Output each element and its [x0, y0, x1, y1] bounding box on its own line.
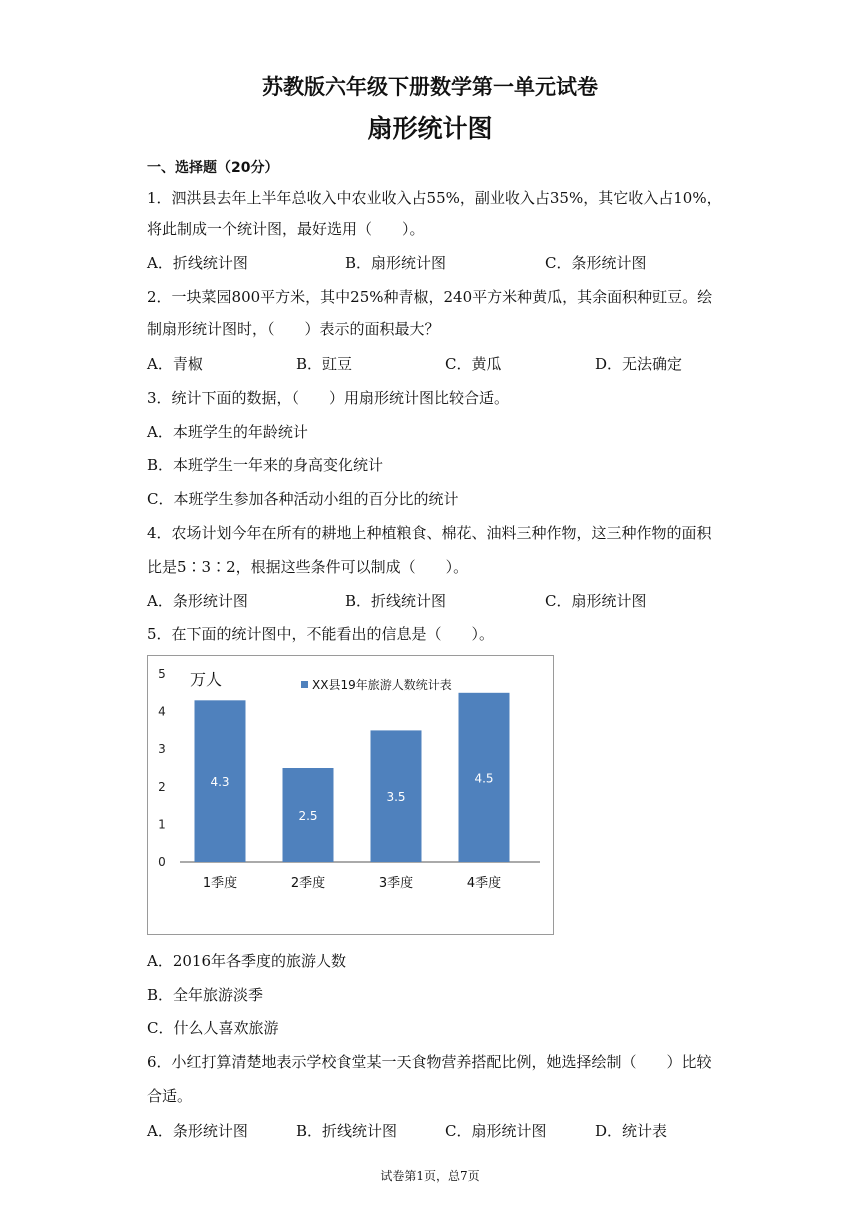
bar-chart-svg — [148, 656, 555, 936]
question-1-line-1: 1．泗洪县去年上半年总收入中农业收入占55%，副业收入占35%，其它收入占10%， — [147, 189, 722, 207]
question-2-option-a: A．青椒 — [147, 355, 203, 373]
question-4-option-a: A．条形统计图 — [147, 592, 248, 610]
question-4-option-c: C．扇形统计图 — [545, 592, 647, 610]
question-5-line-1: 5．在下面的统计图中，不能看出的信息是（ ）。 — [147, 625, 495, 643]
bar-chart — [147, 655, 554, 935]
question-1-option-c: C．条形统计图 — [545, 254, 647, 272]
legend-swatch — [301, 681, 308, 688]
question-4-line-1: 4．农场计划今年在所有的耕地上种植粮食、棉花、油料三种作物，这三种作物的面积 — [147, 524, 712, 542]
page-subtitle: 扇形统计图 — [367, 114, 493, 143]
question-3-option-a: A．本班学生的年龄统计 — [147, 423, 308, 441]
question-1-line-2: 将此制成一个统计图，最好选用（ ）。 — [147, 220, 425, 238]
question-3-option-b: B．本班学生一年来的身高变化统计 — [147, 456, 384, 474]
x-tick-label: 2季度 — [290, 876, 326, 891]
question-5-option-c: C．什么人喜欢旅游 — [147, 1019, 279, 1037]
question-2-option-c: C．黄瓜 — [445, 355, 502, 373]
question-1-option-b: B．扇形统计图 — [345, 254, 447, 272]
page-title: 苏教版六年级下册数学第一单元试卷 — [262, 75, 598, 99]
y-axis-unit-label: 万人 — [190, 670, 223, 689]
section-heading: 一、选择题（20分） — [147, 160, 279, 176]
x-tick-label: 4季度 — [466, 876, 502, 891]
question-4-line-2: 比是5∶3∶2，根据这些条件可以制成（ ）。 — [147, 558, 469, 576]
question-2-option-b: B．豇豆 — [296, 355, 353, 373]
question-5-option-b: B．全年旅游淡季 — [147, 986, 264, 1004]
question-6-option-c: C．扇形统计图 — [445, 1122, 547, 1140]
legend-label: XX县19年旅游人数统计表 — [312, 678, 452, 692]
question-6-line-2: 合适。 — [147, 1087, 193, 1105]
y-tick-label: 3 — [158, 742, 166, 757]
question-6-option-b: B．折线统计图 — [296, 1122, 398, 1140]
question-3-line-1: 3．统计下面的数据，（ ）用扇形统计图比较合适。 — [147, 389, 510, 407]
bar-value-label: 3.5 — [386, 790, 406, 805]
question-1-option-a: A．折线统计图 — [147, 254, 248, 272]
x-tick-label: 1季度 — [202, 876, 238, 891]
question-5-option-a: A．2016年各季度的旅游人数 — [147, 952, 347, 970]
y-tick-label: 2 — [158, 779, 166, 794]
bar-value-label: 4.3 — [210, 775, 230, 790]
y-tick-label: 0 — [158, 855, 166, 869]
question-2-line-2: 制扇形统计图时，（ ）表示的面积最大？ — [147, 320, 440, 338]
question-6-line-1: 6．小红打算清楚地表示学校食堂某一天食物营养搭配比例，她选择绘制（ ）比较 — [147, 1053, 712, 1071]
y-tick-label: 4 — [158, 704, 166, 719]
question-2-option-d: D．无法确定 — [595, 355, 683, 373]
question-3-option-c: C．本班学生参加各种活动小组的百分比的统计 — [147, 490, 459, 508]
question-6-option-a: A．条形统计图 — [147, 1122, 248, 1140]
x-tick-label: 3季度 — [378, 876, 414, 891]
page-footer: 试卷第1页，总7页 — [380, 1169, 480, 1183]
bar-value-label: 2.5 — [298, 809, 318, 823]
y-tick-label: 1 — [158, 817, 166, 832]
question-4-option-b: B．折线统计图 — [345, 592, 447, 610]
bar-value-label: 4.5 — [474, 771, 494, 786]
y-tick-label: 5 — [158, 667, 166, 681]
question-6-option-d: D．统计表 — [595, 1122, 668, 1140]
question-2-line-1: 2．一块菜园800平方米，其中25%种青椒，240平方米种黄瓜，其余面积种豇豆。绘 — [147, 288, 713, 306]
